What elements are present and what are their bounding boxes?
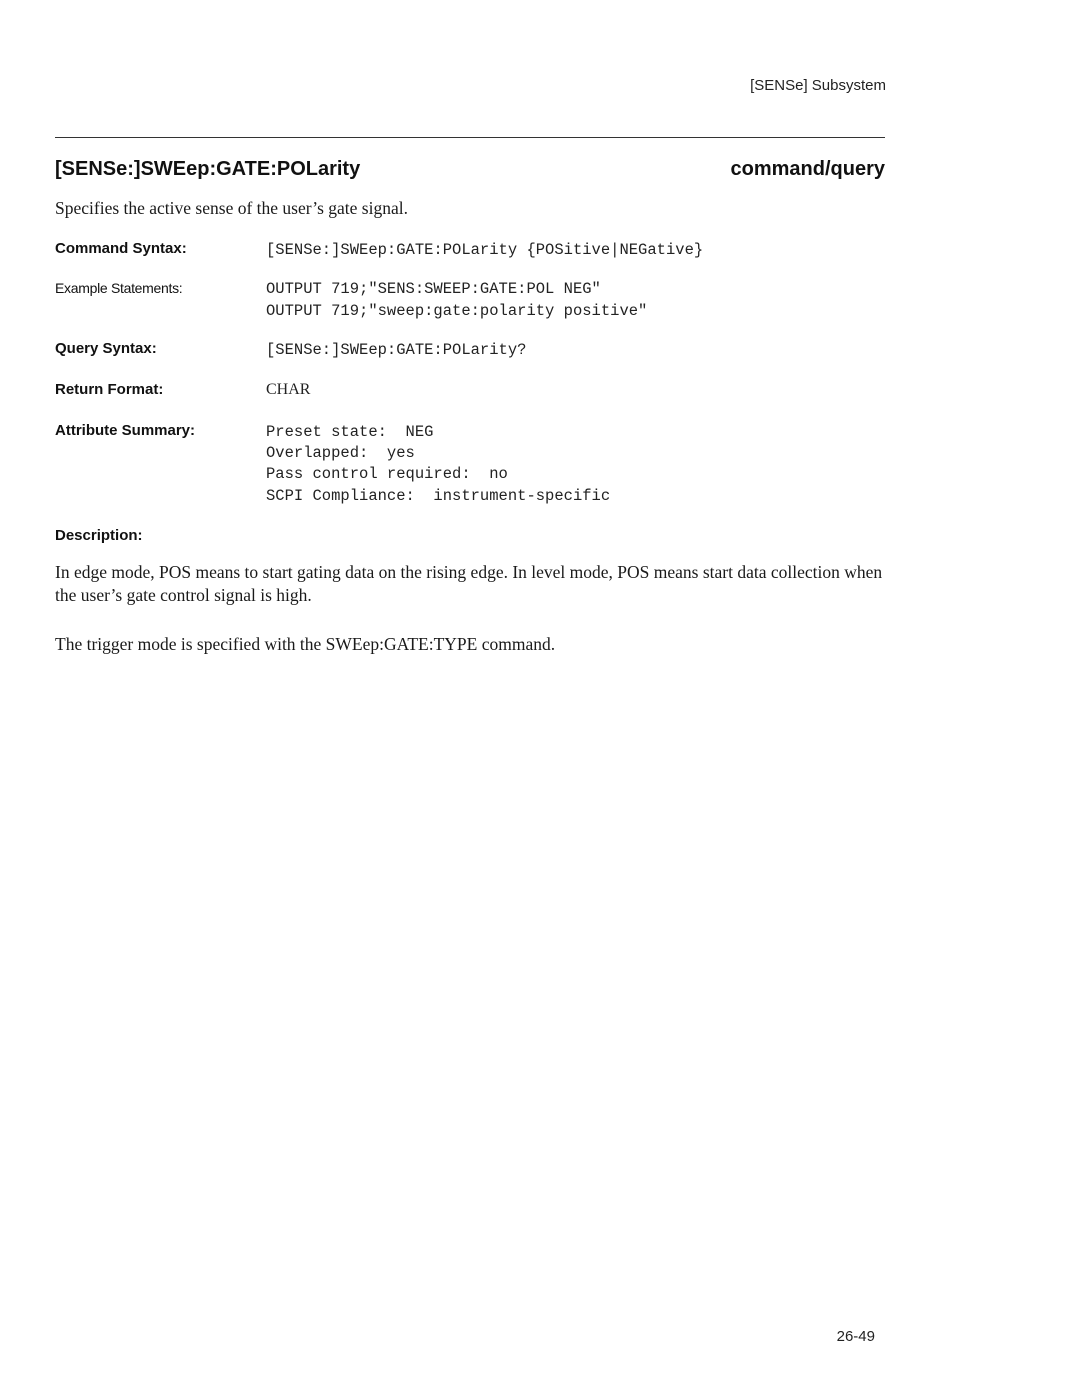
example-statement-2: OUTPUT 719;"sweep:gate:polarity positive" bbox=[266, 302, 648, 320]
attribute-summary-label: Attribute Summary: bbox=[55, 422, 196, 439]
description-paragraph-2: The trigger mode is specified with the SWEep:GATE:TYPE command. bbox=[55, 634, 556, 654]
description-label: Description: bbox=[55, 527, 143, 544]
return-format-value: CHAR bbox=[266, 381, 311, 398]
command-title: [SENSe:]SWEep:GATE:POLarity bbox=[55, 158, 361, 180]
query-syntax-label: Query Syntax: bbox=[55, 340, 157, 357]
return-format-label: Return Format: bbox=[55, 381, 164, 398]
page-number: 26-49 bbox=[836, 1328, 875, 1345]
query-syntax-value: [SENSe:]SWEep:GATE:POLarity? bbox=[266, 341, 527, 359]
command-syntax-value: [SENSe:]SWEep:GATE:POLarity {POSitive|NEGative} bbox=[266, 241, 704, 259]
header-rule bbox=[55, 137, 885, 138]
attr-scpi-compliance: SCPI Compliance: instrument-specific bbox=[266, 487, 611, 505]
description-paragraph-1: In edge mode, POS means to start gating data on the rising edge. In level mode, POS means start data collection when the user’s gate control signal is high. bbox=[55, 562, 883, 605]
attr-pass-control: Pass control required: no bbox=[266, 465, 508, 483]
attr-preset-state: Preset state: NEG bbox=[266, 423, 434, 441]
command-syntax-label: Command Syntax: bbox=[55, 240, 187, 257]
command-type: command/query bbox=[730, 158, 885, 180]
attr-overlapped: Overlapped: yes bbox=[266, 444, 415, 462]
example-statement-1: OUTPUT 719;"SENS:SWEEP:GATE:POL NEG" bbox=[266, 280, 601, 298]
command-summary: Specifies the active sense of the user’s gate signal. bbox=[55, 198, 408, 218]
example-statements-label: Example Statements: bbox=[55, 280, 183, 296]
running-head: [SENSe] Subsystem bbox=[750, 77, 886, 94]
